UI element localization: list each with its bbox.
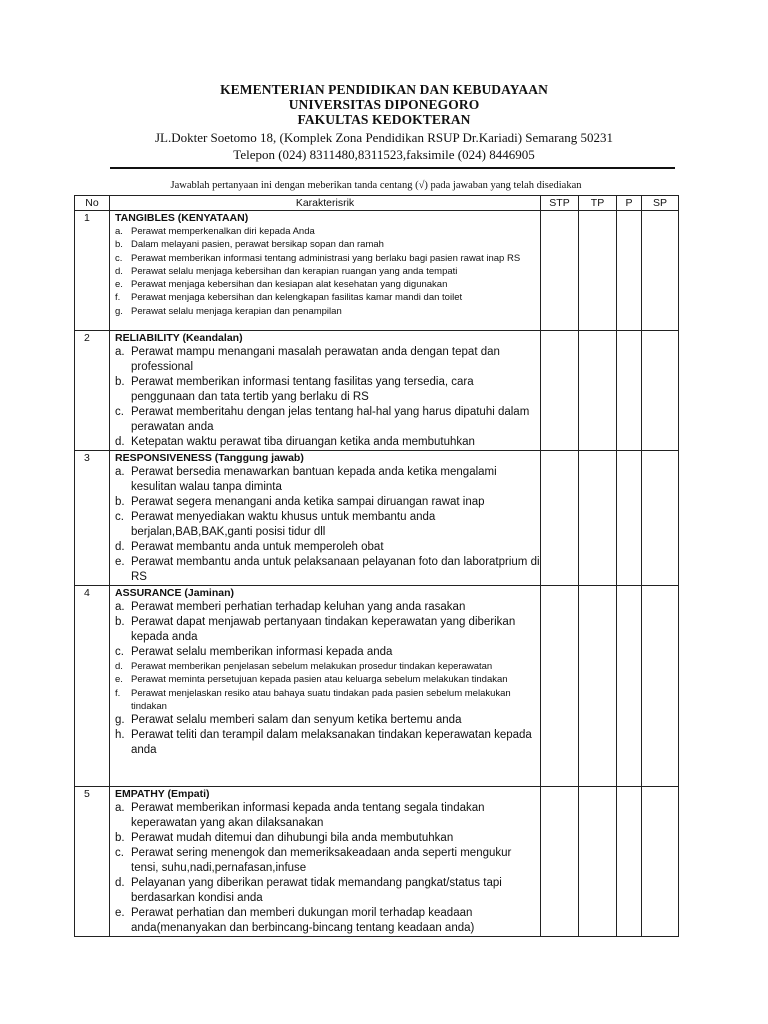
item-letter: b.	[115, 496, 125, 508]
item-letter: b.	[115, 616, 125, 628]
item-text: Perawat menjelaskan resiko atau bahaya suatu tindakan pada pasien sebelum melakukan tindakan	[131, 687, 511, 712]
category-cell	[110, 331, 541, 451]
col-header-sp: SP	[642, 196, 679, 211]
item-letter: e.	[115, 279, 123, 291]
answer-cell-sp[interactable]	[642, 586, 679, 787]
list-item	[115, 846, 540, 876]
ministry-name: KEMENTERIAN PENDIDIKAN DAN KEBUDAYAAN	[220, 82, 548, 97]
list-item	[115, 225, 540, 238]
item-letter: c.	[115, 252, 123, 264]
table-row	[75, 211, 679, 331]
item-letter: a.	[115, 802, 125, 814]
item-letter: c.	[115, 847, 124, 859]
answer-cell-tp[interactable]	[579, 211, 617, 331]
table-row	[75, 331, 679, 451]
answer-cell-tp[interactable]	[579, 586, 617, 787]
document-header	[0, 82, 768, 163]
category-cell	[110, 787, 541, 937]
list-item	[115, 252, 540, 265]
answer-cell-p[interactable]	[617, 451, 642, 586]
list-item	[115, 495, 540, 510]
item-text: Perawat memberi perhatian terhadap keluhan yang anda rasakan	[131, 601, 466, 613]
address-line: JL.Dokter Soetomo 18, (Komplek Zona Pendidikan RSUP Dr.Kariadi) Semarang 50231	[154, 130, 614, 145]
category-title: RELIABILITY (Keandalan)	[115, 332, 243, 344]
list-item	[115, 713, 540, 728]
list-item	[115, 645, 540, 660]
category-number: 2	[75, 331, 110, 451]
col-header-p: P	[617, 196, 642, 211]
answer-cell-tp[interactable]	[579, 331, 617, 451]
item-text: Perawat memberitahu dengan jelas tentang hal-hal yang harus dipatuhi dalam perawatan anda	[131, 406, 530, 433]
item-list	[110, 465, 540, 585]
category-cell	[110, 211, 541, 331]
list-item	[115, 660, 540, 673]
table-row	[75, 787, 679, 937]
category-number: 4	[75, 586, 110, 787]
item-letter: a.	[115, 601, 125, 613]
list-item	[115, 600, 540, 615]
col-header-no: No	[75, 196, 110, 211]
col-header-tp: TP	[579, 196, 617, 211]
list-item	[115, 305, 540, 318]
item-text: Perawat teliti dan terampil dalam melaksanakan tindakan keperawatan kepada anda	[131, 729, 532, 757]
item-letter: b.	[115, 239, 123, 251]
item-letter: e.	[115, 556, 125, 568]
item-text: Perawat mampu menangani masalah perawatan anda dengan tepat dan professional	[131, 346, 500, 373]
list-item	[115, 465, 540, 495]
list-item	[115, 278, 540, 291]
table-row	[75, 586, 679, 787]
answer-cell-stp[interactable]	[541, 451, 579, 586]
item-letter: d.	[115, 265, 123, 277]
item-letter: g.	[115, 305, 123, 317]
category-title: RESPONSIVENESS (Tanggung jawab)	[115, 452, 304, 464]
answer-cell-sp[interactable]	[642, 451, 679, 586]
col-header-characteristic: Karakterisrik	[110, 196, 541, 211]
item-text: Perawat selalu memberi salam dan senyum ketika bertemu anda	[131, 714, 462, 727]
list-item	[115, 540, 540, 555]
item-letter: d.	[115, 661, 123, 672]
item-text: Perawat memberikan informasi tentang fasilitas yang tersedia, cara penggunaan dan tata tertib yang berlaku di RS	[131, 376, 474, 403]
item-text: Perawat segera menangani anda ketika sampai diruangan rawat inap	[131, 496, 485, 508]
answer-cell-tp[interactable]	[579, 787, 617, 937]
category-cell	[110, 451, 541, 586]
item-text: Perawat memberikan informasi kepada anda tentang segala tindakan keperawatan yang akan dilaksanakan	[131, 802, 485, 829]
col-header-stp: STP	[541, 196, 579, 211]
item-letter: c.	[115, 406, 124, 418]
table-header-row	[75, 196, 679, 211]
item-letter: f.	[115, 687, 121, 699]
answer-cell-sp[interactable]	[642, 211, 679, 331]
item-text: Pelayanan yang diberikan perawat tidak memandang pangkat/status tapi berdasarkan kondisi anda	[131, 877, 502, 904]
item-letter: a.	[115, 466, 125, 478]
answer-cell-sp[interactable]	[642, 787, 679, 937]
item-text: Perawat memberikan informasi tentang administrasi yang berlaku bagi pasien rawat inap RS	[131, 252, 521, 264]
item-letter: c.	[115, 511, 124, 523]
answer-cell-p[interactable]	[617, 211, 642, 331]
item-text: Perawat selalu memberikan informasi kepada anda	[131, 646, 393, 658]
item-list	[110, 225, 540, 318]
item-text: Perawat menjaga kebersihan dan kesiapan alat kesehatan yang digunakan	[131, 279, 448, 291]
item-text: Perawat mudah ditemui dan dihubungi bila anda membutuhkan	[131, 832, 454, 844]
list-item	[115, 801, 540, 831]
category-number: 1	[75, 211, 110, 331]
instruction-text: Jawablah pertanyaan ini dengan meberikan tanda centang (√) pada jawaban yang telah disediakan	[170, 180, 582, 191]
answer-cell-p[interactable]	[617, 787, 642, 937]
item-text: Perawat perhatian dan memberi dukungan moril terhadap keadaan anda(menanyakan dan berbincang-bincang tentang keadaan anda)	[131, 907, 475, 934]
category-title: TANGIBLES (KENYATAAN)	[115, 212, 249, 224]
item-letter: b.	[115, 376, 125, 388]
answer-cell-p[interactable]	[617, 586, 642, 787]
item-letter: h.	[115, 729, 125, 742]
answer-cell-sp[interactable]	[642, 331, 679, 451]
category-cell	[110, 586, 541, 787]
item-letter: g.	[115, 714, 125, 727]
list-item	[115, 291, 540, 304]
item-text: Perawat selalu menjaga kerapian dan penampilan	[131, 305, 342, 317]
item-letter: d.	[115, 436, 125, 448]
item-letter: d.	[115, 541, 125, 553]
answer-cell-tp[interactable]	[579, 451, 617, 586]
answer-cell-stp[interactable]	[541, 586, 579, 787]
list-item	[115, 405, 540, 435]
university-name: UNIVERSITAS DIPONEGORO	[288, 97, 480, 112]
list-item	[115, 906, 540, 936]
item-text: Perawat membantu anda untuk memperoleh obat	[131, 541, 384, 553]
answer-cell-stp[interactable]	[541, 211, 579, 331]
list-item	[115, 728, 540, 758]
item-text: Perawat menjaga kebersihan dan kelengkapan fasilitas kamar mandi dan toilet	[131, 292, 463, 304]
item-letter: c.	[115, 646, 124, 658]
category-title: EMPATHY (Empati)	[115, 788, 210, 800]
item-text: Perawat dapat menjawab pertanyaan tindakan keperawatan yang diberikan kepada anda	[131, 616, 516, 643]
item-text: Ketepatan waktu perawat tiba diruangan ketika anda membutuhkan	[131, 436, 475, 448]
list-item	[115, 876, 540, 906]
list-item	[115, 615, 540, 645]
item-text: Perawat meminta persetujuan kepada pasien atau keluarga sebelum melakukan tindakan	[131, 674, 508, 686]
item-letter: f.	[115, 292, 121, 304]
list-item	[115, 687, 540, 714]
list-item	[115, 555, 540, 585]
list-item	[115, 345, 540, 375]
item-text: Perawat memperkenalkan diri kepada Anda	[131, 226, 315, 237]
item-list	[110, 345, 540, 450]
phone-line: Telepon (024) 8311480,8311523,faksimile (024) 8446905	[233, 147, 535, 162]
item-letter: e.	[115, 674, 123, 686]
list-item	[115, 673, 540, 686]
item-letter: a.	[115, 226, 123, 237]
item-text: Perawat memberikan penjelasan sebelum melakukan prosedur tindakan keperawatan	[131, 661, 493, 672]
item-letter: d.	[115, 877, 125, 889]
list-item	[115, 375, 540, 405]
item-text: Perawat menyediakan waktu khusus untuk membantu anda berjalan,BAB,BAK,ganti posisi tidur dll	[131, 511, 436, 538]
list-item	[115, 238, 540, 251]
list-item	[115, 435, 540, 450]
item-letter: e.	[115, 907, 125, 919]
answer-cell-stp[interactable]	[541, 331, 579, 451]
item-letter: b.	[115, 832, 125, 844]
item-text: Perawat membantu anda untuk pelaksanaan pelayanan foto dan laboratprium di RS	[131, 556, 540, 583]
header-divider	[110, 167, 675, 169]
item-list	[110, 801, 540, 936]
answer-cell-stp[interactable]	[541, 787, 579, 937]
faculty-name: FAKULTAS KEDOKTERAN	[297, 112, 471, 127]
item-list	[110, 600, 540, 758]
category-number: 5	[75, 787, 110, 937]
category-title: ASSURANCE (Jaminan)	[115, 587, 235, 599]
list-item	[115, 265, 540, 278]
questionnaire-table	[74, 195, 679, 937]
list-item	[115, 831, 540, 846]
table-row	[75, 451, 679, 586]
item-text: Dalam melayani pasien, perawat bersikap sopan dan ramah	[131, 239, 384, 251]
category-number: 3	[75, 451, 110, 586]
list-item	[115, 510, 540, 540]
item-text: Perawat selalu menjaga kebersihan dan kerapian ruangan yang anda tempati	[131, 265, 458, 277]
item-letter: a.	[115, 346, 125, 358]
item-text: Perawat bersedia menawarkan bantuan kepada anda ketika mengalami kesulitan walau tanpa diminta	[131, 466, 497, 493]
item-text: Perawat sering menengok dan memeriksakeadaan anda seperti mengukur tensi, suhu,nadi,pernafasan,infuse	[131, 847, 512, 874]
answer-cell-p[interactable]	[617, 331, 642, 451]
